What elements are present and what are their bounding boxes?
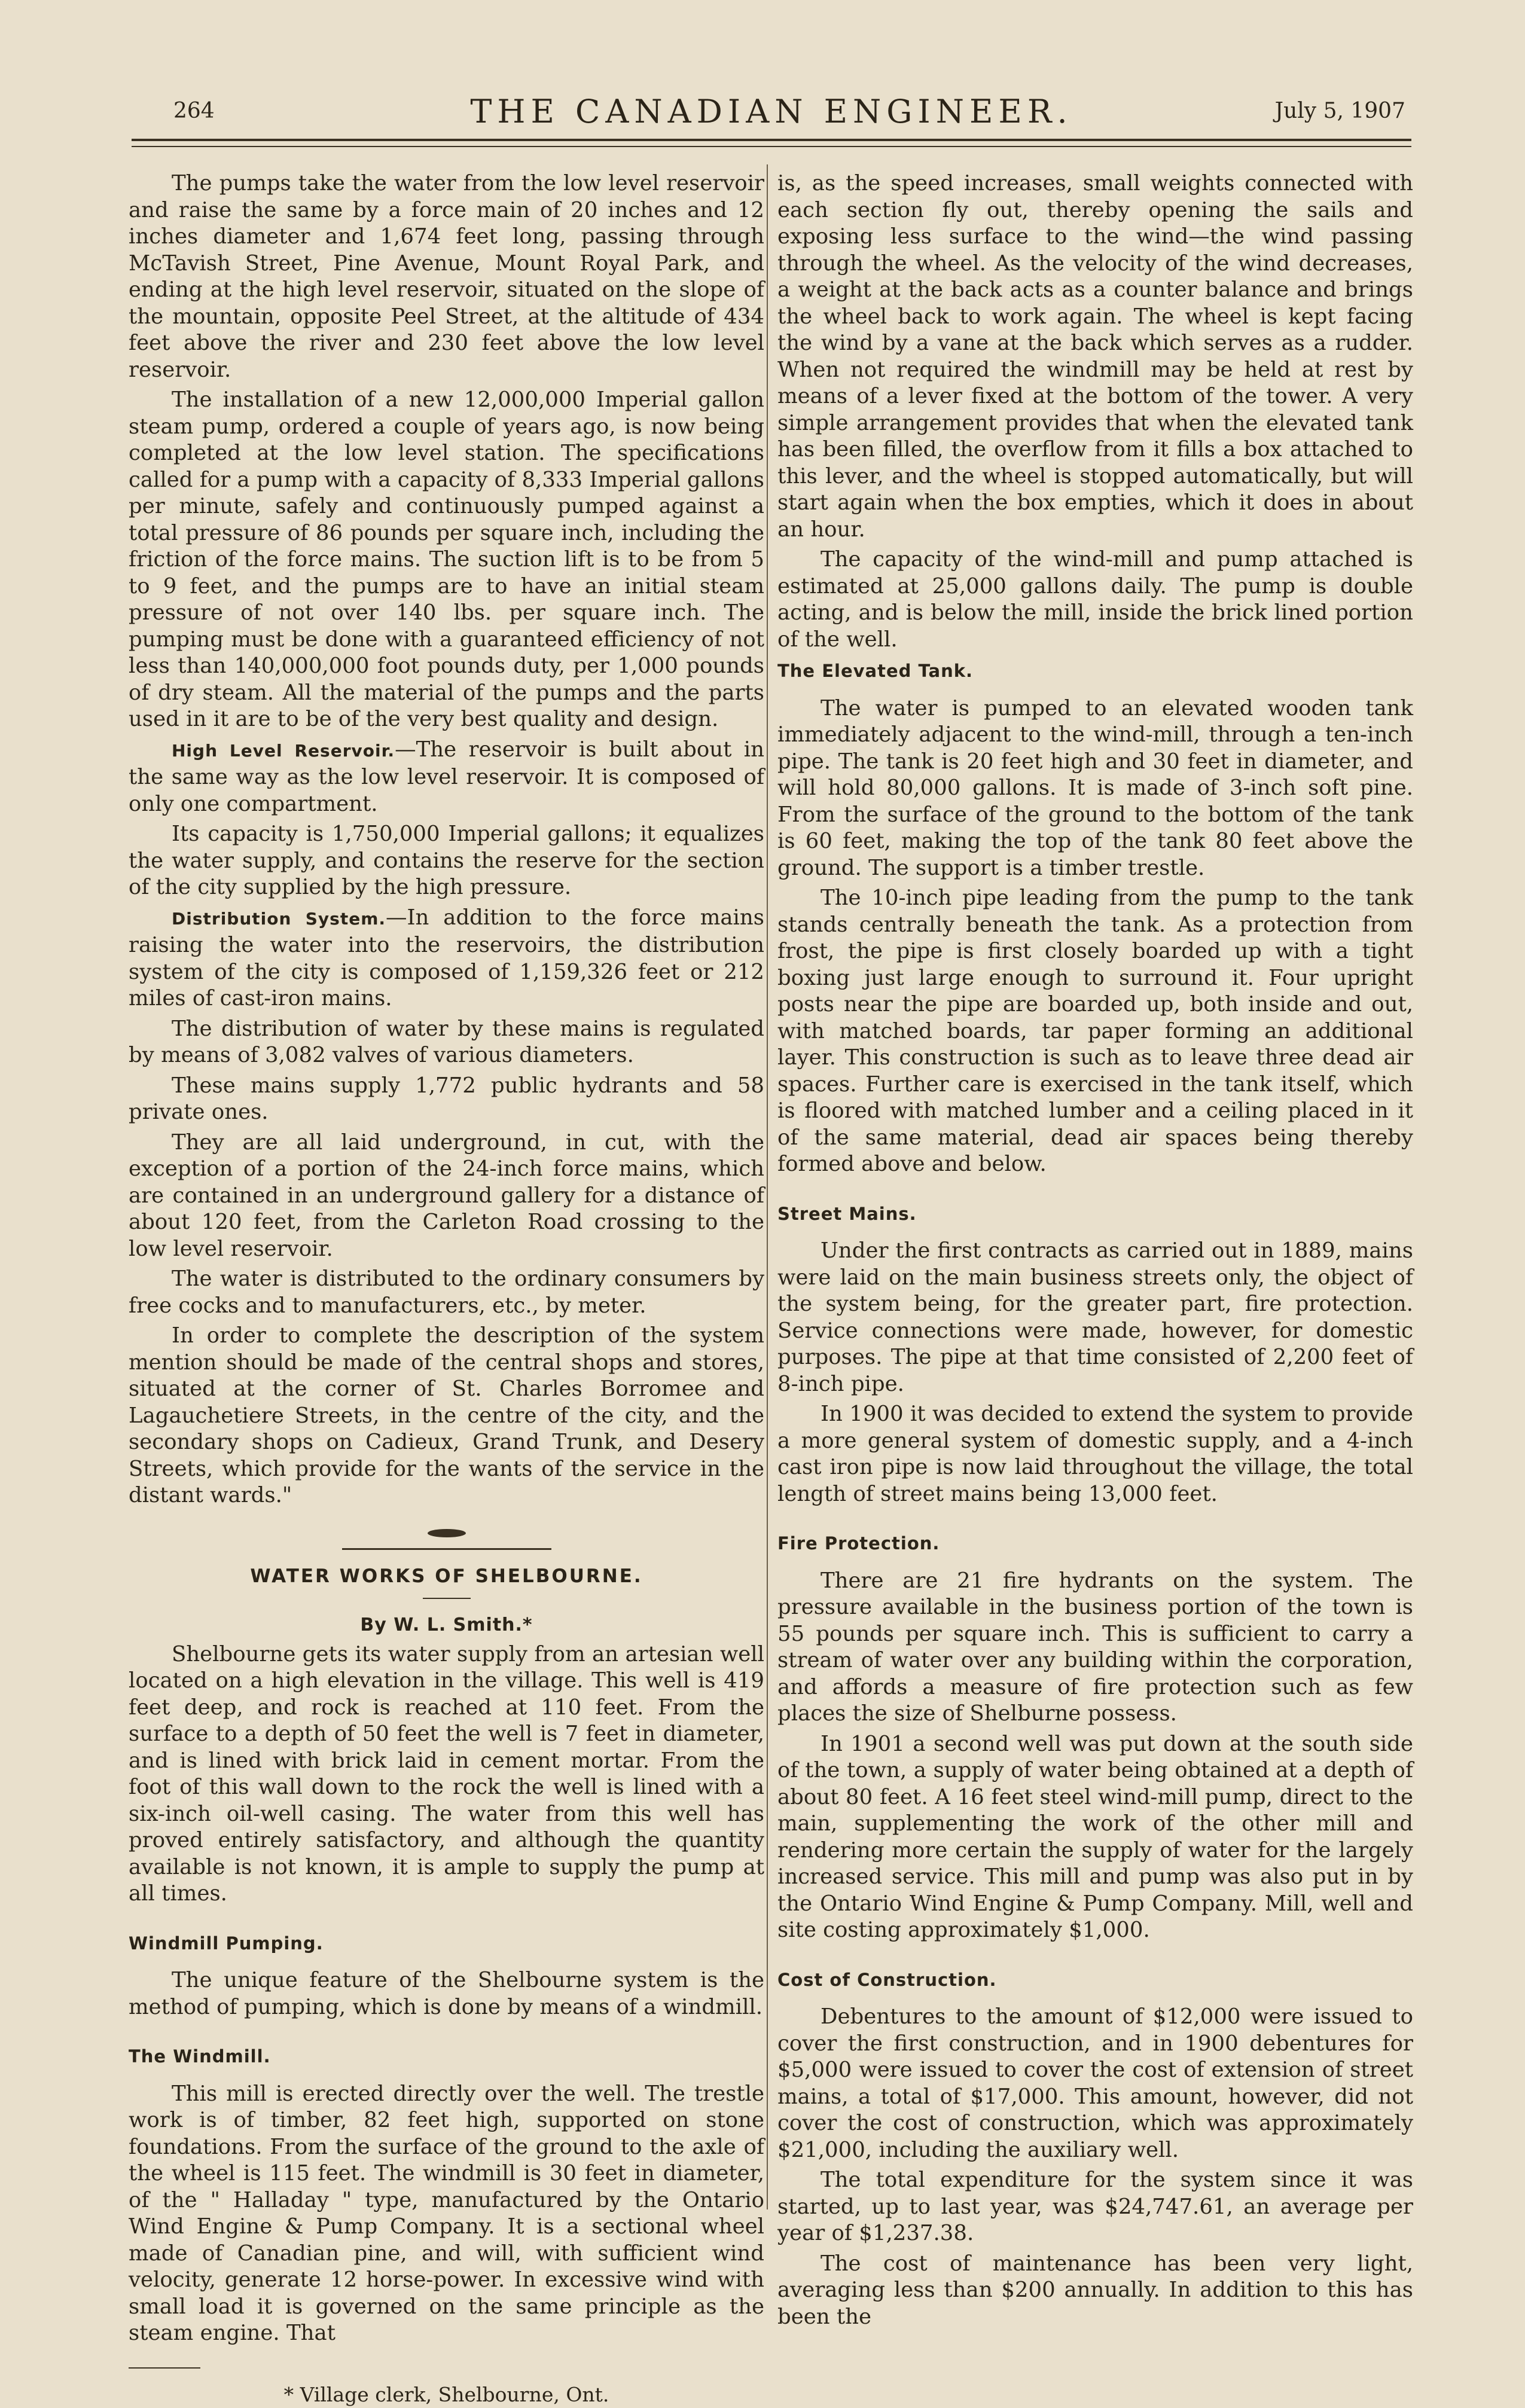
left-column: [129, 170, 764, 2408]
paragraph: These mains supply 1,772 public hydrants and 58 private ones.: [129, 1073, 764, 1126]
section-heading: Windmill Pumping.: [129, 1930, 764, 1957]
paragraph: The distribution of water by these mains is regulated by means of 3,082 valves of various diameters.: [129, 1016, 764, 1069]
paragraph: [129, 737, 764, 818]
paragraph: The installation of a new 12,000,000 Imperial gallon steam pump, ordered a couple of years ago, is now being completed at the low level station. The specifications called for a pump with a capacity of 8,333 Imperial gallons per minute, safely and continuously pumped against a total pressure of 86 pounds per square inch, including the friction of the force mains. The suction lift is to be from 5 to 9 feet, and the pumps are to have an initial steam pressure of not over 140 lbs. per square inch. The pumping must be done with a guaranteed efficiency of not less than 140,000,000 foot pounds duty, per 1,000 pounds of dry steam. All the material of the pumps and the parts used in it are to be of the very best quality and design.: [129, 387, 764, 733]
paragraph: The capacity of the wind-mill and pump attached is estimated at 25,000 gallons daily. The pump is double acting, and is below the mill, inside the brick lined portion of the well.: [777, 547, 1413, 653]
run-in-heading: High Level Reservoir.: [172, 741, 395, 761]
paragraph: Its capacity is 1,750,000 Imperial gallons; it equalizes the water supply, and contains the reserve for the section of the city supplied by the high pressure.: [129, 821, 764, 901]
article-byline: By W. L. Smith.*: [129, 1612, 764, 1639]
footnote-rule: [129, 2367, 200, 2369]
section-heading: The Windmill.: [129, 2043, 764, 2070]
paragraph: They are all laid underground, in cut, with the exception of a portion of the 24-inch force mains, which are contained in an underground gallery for a distance of about 120 feet, from the Carleton Road crossing to the low level reservoir.: [129, 1130, 764, 1263]
ornament-line: [342, 1548, 551, 1550]
paragraph: The water is distributed to the ordinary consumers by free cocks and to manufacturers, etc., by meter.: [129, 1266, 764, 1319]
section-heading: Cost of Construction.: [777, 1967, 1413, 1994]
article-title: WATER WORKS OF SHELBOURNE.: [129, 1563, 764, 1590]
paragraph: In 1901 a second well was put down at the south side of the town, a supply of water being obtained at a depth of about 80 feet. A 16 feet steel wind-mill pump, direct to the main, supplementing the work of the other mill and rendering more certain the supply of water for the largely increased service. This mill and pump was also put in by the Ontario Wind Engine & Pump Company. Mill, well and site costing approximately $1,000.: [777, 1731, 1413, 1944]
footnote: * Village clerk, Shelbourne, Ont.: [129, 2382, 764, 2408]
paragraph: There are 21 fire hydrants on the system. The pressure available in the business portion of the town is 55 pounds per square inch. This is sufficient to carry a stream of water over any building within the corporation, and affords a measure of fire protection such as few places the size of Shelburne possess.: [777, 1568, 1413, 1728]
journal-title: THE CANADIAN ENGINEER.: [132, 93, 1411, 130]
issue-date: July 5, 1907: [1275, 99, 1405, 123]
section-heading: The Elevated Tank.: [777, 658, 1413, 685]
paragraph: The water is pumped to an elevated wooden tank immediately adjacent to the wind-mill, through a ten-inch pipe. The tank is 20 feet high and 30 feet in diameter, and will hold 80,000 gallons. It is made of 3-inch soft pine. From the surface of the ground to the bottom of the tank is 60 feet, making the top of the tank 80 feet above the ground. The support is a timber trestle.: [777, 695, 1413, 882]
page-number: 264: [173, 99, 215, 123]
ornament-dot: [428, 1529, 466, 1537]
paragraph-text: —The reservoir is built about in the same way as the low level reservoir. It is composed of only one compartment.: [129, 737, 764, 816]
paragraph: Under the first contracts as carried out in 1889, mains were laid on the main business streets only, the object of the system being, for the greater part, fire protection. Service connections were made, however, for domestic purposes. The pipe at that time consisted of 2,200 feet of 8-inch pipe.: [777, 1238, 1413, 1397]
paragraph-text: —In addition to the force mains raising the water into the reservoirs, the distribution system of the city is composed of 1,159,326 feet or 212 miles of cast-iron mains.: [129, 905, 764, 1011]
paragraph: Shelbourne gets its water supply from an artesian well located on a high elevation in the village. This well is 419 feet deep, and rock is reached at 110 feet. From the surface to a depth of 50 feet the well is 7 feet in diameter, and is lined with brick laid in cement mortar. From the foot of this wall down to the rock the well is lined with a six-inch oil-well casing. The water from this well has proved entirely satisfactory, and although the quantity available is not known, it is ample to supply the pump at all times.: [129, 1641, 764, 1908]
paragraph: [129, 905, 764, 1012]
header-rule-top: [132, 139, 1411, 141]
column-divider: [767, 164, 768, 2209]
run-in-heading: Distribution System.: [172, 909, 386, 929]
paragraph: The cost of maintenance has been very light, averaging less than $200 annually. In addition to this has been the: [777, 2251, 1413, 2331]
paragraph: The pumps take the water from the low level reservoir and raise the same by a force main of 20 inches and 12 inches diameter and 1,674 feet long, passing through McTavish Street, Pine Avenue, Mount Royal Park, and ending at the high level reservoir, situated on the slope of the mountain, opposite Peel Street, at the altitude of 434 feet above the river and 230 feet above the low level reservoir.: [129, 170, 764, 383]
section-heading: Fire Protection.: [777, 1530, 1413, 1557]
right-column: [777, 170, 1413, 2330]
page-header: [132, 93, 1411, 135]
paragraph: In order to complete the description of the system mention should be made of the central shops and stores, situated at the corner of St. Charles Borromee and Lagauchetiere Streets, in the centre of the city, and the secondary shops on Cadieux, Grand Trunk, and Desery Streets, which provide for the wants of the service in the distant wards.": [129, 1323, 764, 1509]
title-rule: [423, 1598, 471, 1599]
section-ornament: [129, 1533, 764, 1545]
paragraph: In 1900 it was decided to extend the system to provide a more general system of domestic supply, and a 4-inch cast iron pipe is now laid throughout the village, the total length of street mains being 13,000 feet.: [777, 1401, 1413, 1507]
paragraph: Debentures to the amount of $12,000 were issued to cover the first construction, and in 1900 debentures for $5,000 were issued to cover the cost of extension of street mains, a total of $17,000. This amount, however, did not cover the cost of construction, which was approximately $21,000, including the auxiliary well.: [777, 2004, 1413, 2163]
paragraph: The 10-inch pipe leading from the pump to the tank stands centrally beneath the tank. As a protection from frost, the pipe is first closely boarded up with a tight boxing just large enough to surround it. Four upright posts near the pipe are boarded up, both inside and out, with matched boards, tar paper forming an additional layer. This construction is such as to leave three dead air spaces. Further care is exercised in the tank itself, which is floored with matched lumber and a ceiling placed in it of the same material, dead air spaces being thereby formed above and below.: [777, 885, 1413, 1178]
header-rule-bottom: [132, 146, 1411, 147]
paragraph: This mill is erected directly over the well. The trestle work is of timber, 82 feet high, supported on stone foundations. From the surface of the ground to the axle of the wheel is 115 feet. The windmill is 30 feet in diameter, of the " Halladay " type, manufactured by the Ontario Wind Engine & Pump Company. It is a sectional wheel made of Canadian pine, and will, with sufficient wind velocity, generate 12 horse-power. In excessive wind with small load it is governed on the same principle as the steam engine. That: [129, 2081, 764, 2347]
paragraph: The unique feature of the Shelbourne system is the method of pumping, which is done by means of a windmill.: [129, 1967, 764, 2021]
paragraph: is, as the speed increases, small weights connected with each section fly out, thereby opening the sails and exposing less surface to the wind—the wind passing through the wheel. As the velocity of the wind decreases, a weight at the back acts as a counter balance and brings the wheel back to work again. The wheel is kept facing the wind by a vane at the back which serves as a rudder. When not required the windmill may be held at rest by means of a lever fixed at the bottom of the tower. A very simple arrangement provides that when the elevated tank has been filled, the overflow from it fills a box attached to this lever, and the wheel is stopped automatically, but will start again when the box empties, which it does in about an hour.: [777, 170, 1413, 543]
paragraph: The total expenditure for the system since it was started, up to last year, was $24,747.61, an average per year of $1,237.38.: [777, 2167, 1413, 2247]
section-heading: Street Mains.: [777, 1201, 1413, 1228]
